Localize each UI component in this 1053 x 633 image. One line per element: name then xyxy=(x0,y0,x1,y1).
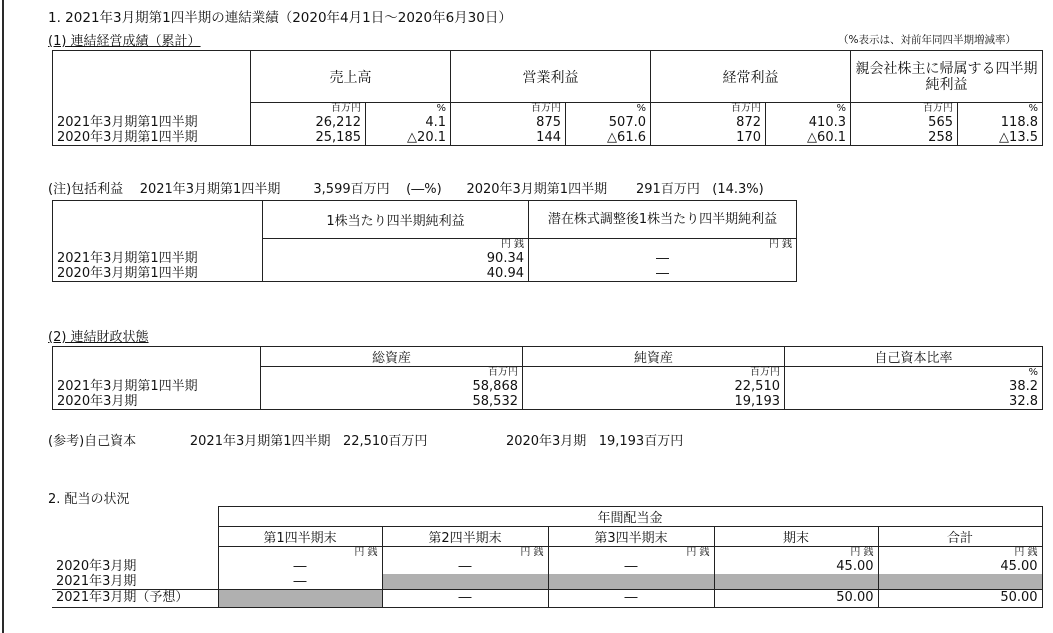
gray-cell xyxy=(879,574,1042,589)
cell-value: 872 xyxy=(736,115,761,130)
cell-value: ― xyxy=(656,266,669,281)
cell-value: 565 xyxy=(928,115,953,130)
unit-yen-sen: 円 銭 xyxy=(520,547,544,558)
cell-value: ― xyxy=(293,574,307,589)
div-row-label: 2021年3月期 xyxy=(56,573,137,589)
cell-value: 40.94 xyxy=(486,266,524,281)
header-year-end: 期末 xyxy=(714,527,878,547)
div-row-label: 2021年3月期（予想） xyxy=(52,590,218,608)
fp-row-label: 2021年3月期第1四半期 xyxy=(57,378,198,394)
header-eps: 1株当たり四半期純利益 xyxy=(263,201,529,239)
section-heading-dividends: 2. 配当の状況 xyxy=(48,492,130,507)
results-header-empty xyxy=(53,51,251,103)
header-net-income: 親会社株主に帰属する四半期純利益 xyxy=(851,51,1043,103)
cell-value: 50.00 xyxy=(714,590,878,608)
cell-value: 118.8 xyxy=(1000,115,1038,130)
header-total: 合計 xyxy=(878,527,1042,547)
cell-value: 507.0 xyxy=(608,115,646,130)
div-row-label: 2020年3月期 xyxy=(56,558,137,574)
unit-million: 百万円 xyxy=(750,367,780,378)
header-net-assets: 純資産 xyxy=(523,347,785,367)
dividends-table xyxy=(52,506,1043,608)
cell-value: ― xyxy=(624,559,638,574)
cell-value: 258 xyxy=(928,130,953,145)
eps-header-empty xyxy=(53,201,263,239)
comprehensive-label: (注)包括利益 xyxy=(48,182,124,197)
cell-value: △61.6 xyxy=(607,130,646,145)
unit-yen-sen: 円 銭 xyxy=(500,239,524,250)
cell-value: 32.8 xyxy=(1009,394,1038,409)
left-border-line xyxy=(2,0,4,633)
results-table xyxy=(52,50,1043,146)
unit-million: 百万円 xyxy=(331,103,361,114)
unit-yen-sen: 円 銭 xyxy=(850,547,874,558)
reference-equity-note xyxy=(48,430,683,449)
cell-value: 19,193 xyxy=(734,394,780,409)
comprehensive-cur-value: 3,599百万円 xyxy=(313,182,390,197)
cell-value: ― xyxy=(548,590,714,608)
cell-value: 45.00 xyxy=(1000,559,1038,574)
header-annual-dividend: 年間配当金 xyxy=(218,507,1042,527)
cell-value: ― xyxy=(382,590,548,608)
cell-value: ― xyxy=(656,251,669,266)
financial-position-table xyxy=(52,346,1043,410)
cell-value: △20.1 xyxy=(407,130,446,145)
cell-value: 38.2 xyxy=(1009,379,1038,394)
cell-value: 875 xyxy=(536,115,561,130)
unit-percent: % xyxy=(636,103,646,114)
cell-value: 25,185 xyxy=(315,130,361,145)
div-header-empty xyxy=(52,507,218,527)
cell-value: 45.00 xyxy=(836,559,874,574)
comprehensive-prev-value: 291百万円 xyxy=(636,182,700,197)
header-ordinary-profit: 経常利益 xyxy=(651,51,851,103)
reference-cur-value: 22,510百万円 xyxy=(342,434,428,449)
gray-cell xyxy=(218,590,382,608)
page-title: 1. 2021年3月期第1四半期の連結業績（2020年4月1日～2020年6月30日） xyxy=(48,10,512,26)
unit-percent: % xyxy=(1028,103,1038,114)
unit-million: 百万円 xyxy=(488,367,518,378)
cell-value: ― xyxy=(458,559,472,574)
fp-header-empty xyxy=(53,347,261,367)
header-q1-end: 第1四半期末 xyxy=(218,527,382,547)
unit-yen-sen: 円 銭 xyxy=(1014,547,1038,558)
header-q2-end: 第2四半期末 xyxy=(382,527,548,547)
cell-value: 50.00 xyxy=(878,590,1042,608)
unit-percent: % xyxy=(1028,367,1038,378)
gray-cell xyxy=(383,574,548,589)
reference-cur-label: 2021年3月期第1四半期 xyxy=(189,434,331,449)
unit-yen-sen: 円 銭 xyxy=(354,547,378,558)
unit-yen-sen: 円 銭 xyxy=(768,239,792,250)
change-rate-note: （%表示は、対前年同四半期増減率） xyxy=(838,34,1016,46)
reference-prev-value: 19,193百万円 xyxy=(598,434,684,449)
unit-million: 百万円 xyxy=(731,103,761,114)
eps-row-label: 2021年3月期第1四半期 xyxy=(57,250,198,266)
gray-cell xyxy=(549,574,714,589)
unit-million: 百万円 xyxy=(923,103,953,114)
comprehensive-cur-pct: (―%) xyxy=(406,182,442,197)
cell-value: 144 xyxy=(536,130,561,145)
comprehensive-prev-pct: (14.3%) xyxy=(712,182,764,197)
header-total-assets: 総資産 xyxy=(261,347,523,367)
header-operating-profit: 営業利益 xyxy=(451,51,651,103)
reference-label: (参考)自己資本 xyxy=(48,434,137,449)
div-header-empty xyxy=(52,527,218,547)
comprehensive-prev-label: 2020年3月期第1四半期 xyxy=(466,182,608,197)
cell-value: 26,212 xyxy=(315,115,361,130)
cell-value: △13.5 xyxy=(999,130,1038,145)
results-row-label: 2021年3月期第1四半期 xyxy=(57,114,198,130)
cell-value: 22,510 xyxy=(734,379,780,394)
results-row-label: 2020年3月期第1四半期 xyxy=(57,129,198,145)
comprehensive-cur-label: 2021年3月期第1四半期 xyxy=(139,182,281,197)
unit-percent: % xyxy=(436,103,446,114)
section-heading-financial-position: (2) 連結財政状態 xyxy=(48,330,149,345)
eps-row-label: 2020年3月期第1四半期 xyxy=(57,265,198,281)
cell-value: 58,532 xyxy=(472,394,518,409)
unit-percent: % xyxy=(836,103,846,114)
cell-value: 90.34 xyxy=(486,251,524,266)
fp-row-label: 2020年3月期 xyxy=(57,393,138,409)
gray-cell xyxy=(715,574,878,589)
cell-value: 410.3 xyxy=(808,115,846,130)
header-equity-ratio: 自己資本比率 xyxy=(785,347,1043,367)
unit-million: 百万円 xyxy=(531,103,561,114)
reference-prev-label: 2020年3月期 xyxy=(505,434,587,449)
header-q3-end: 第3四半期末 xyxy=(548,527,714,547)
header-sales: 売上高 xyxy=(251,51,451,103)
cell-value: ― xyxy=(293,559,307,574)
section-heading-results: (1) 連結経営成績（累計） xyxy=(48,34,201,49)
cell-value: △60.1 xyxy=(807,130,846,145)
comprehensive-income-note xyxy=(48,178,764,197)
header-diluted-eps: 潜在株式調整後1株当たり四半期純利益 xyxy=(529,201,797,239)
cell-value: 4.1 xyxy=(425,115,446,130)
eps-table xyxy=(52,200,797,282)
cell-value: 58,868 xyxy=(472,379,518,394)
unit-yen-sen: 円 銭 xyxy=(686,547,710,558)
cell-value: 170 xyxy=(736,130,761,145)
